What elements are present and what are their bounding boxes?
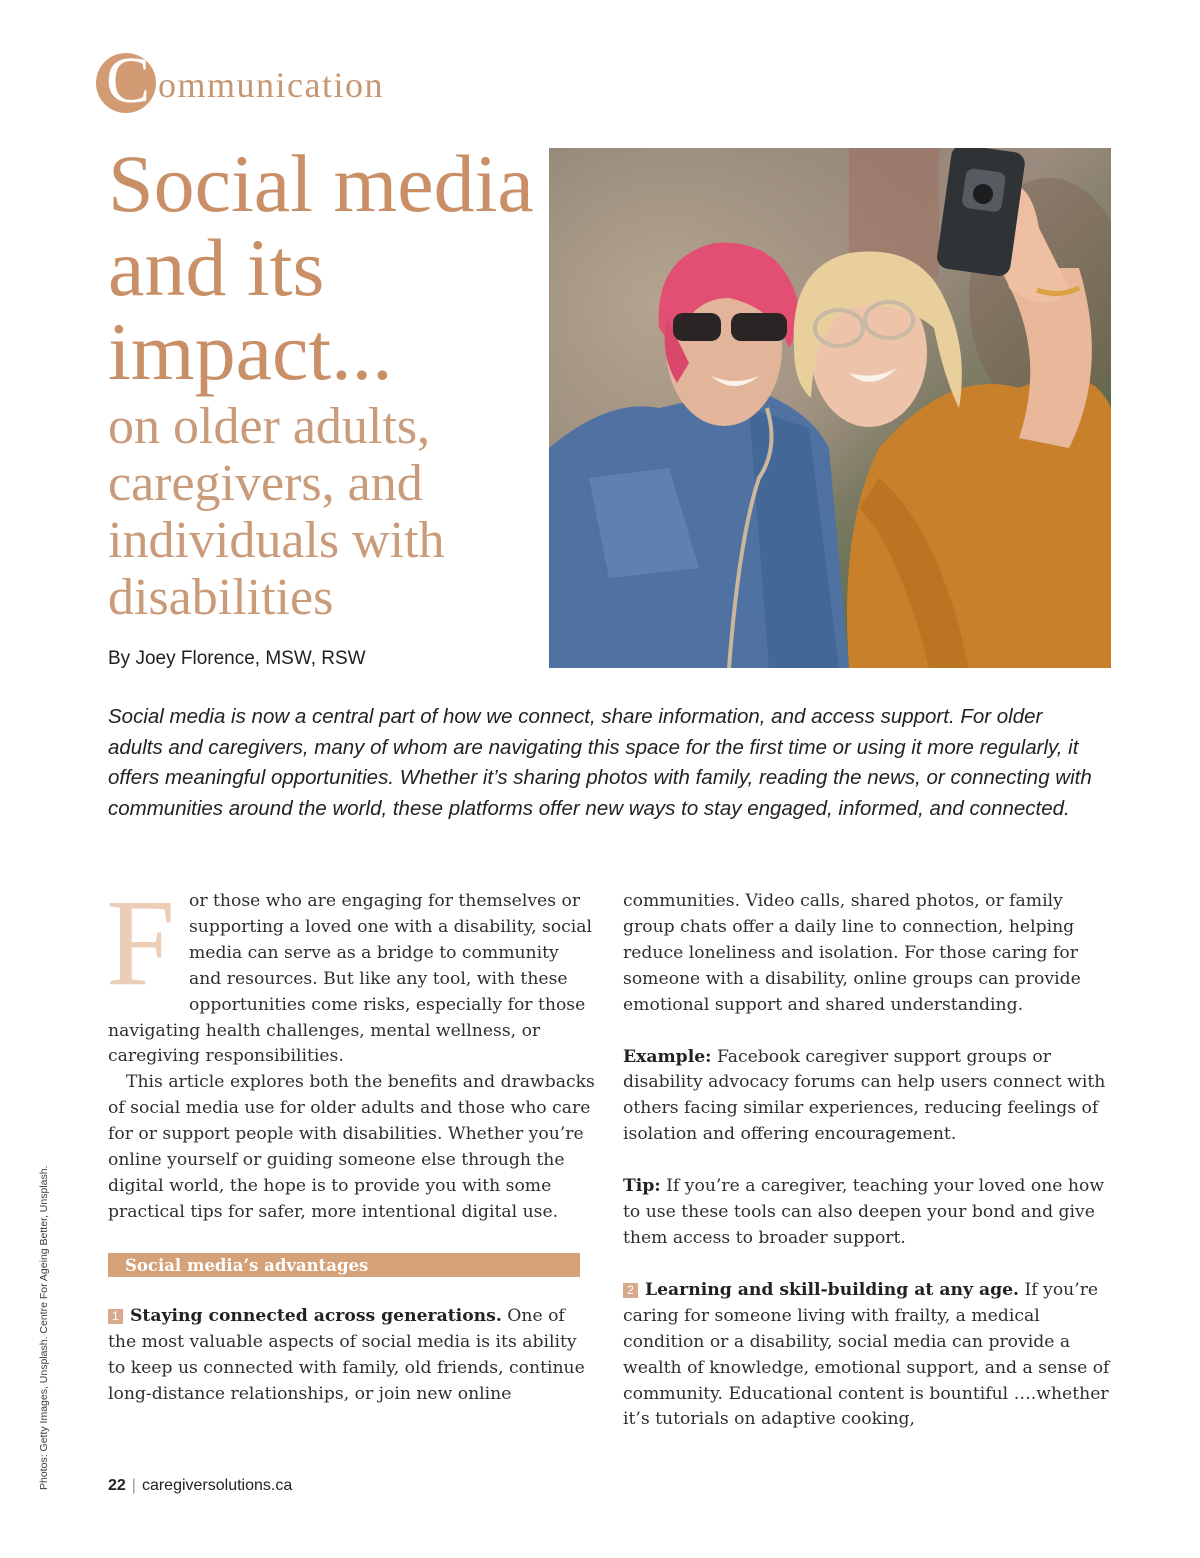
example-text: Facebook caregiver support groups or disability advocacy forums can help users connect with others facing similar experiences, reducing feelings of isolation and offering encouragement.	[623, 1046, 1106, 1145]
sunglasses	[673, 313, 721, 341]
footer-separator: |	[131, 1477, 136, 1494]
hero-photo	[549, 148, 1111, 668]
section-initial-circle	[96, 44, 156, 117]
item-2-number: 2	[623, 1283, 638, 1298]
tip-paragraph	[623, 1174, 1111, 1252]
footer-site-link[interactable]: caregiversolutions.ca	[141, 1477, 293, 1494]
second-paragraph: This article explores both the benefits and drawbacks of social media use for older adults and those who care for or support people with disabilities. Whether you’re online yourself or guiding someone else through the digital world, the hope is to provide you with some practical tips for safer, more intentional digital use.	[108, 1072, 595, 1222]
section-name: ommunication	[158, 65, 384, 105]
body-column-left	[106, 874, 596, 1407]
intro-paragraph: Social media is now a central part of how we connect, share information, and access support. For older adults and caregivers, many of whom are navigating this space for the first time or using it more regularly, it offers meaningful opportunities. Whether it’s sharing photos with family, reading the news, or connecting with communities around the world, these platforms offer new ways to stay engaged, informed, and connected.	[108, 705, 1092, 820]
photo-credit: Photos: Getty Images, Unsplash. Centre For Ageing Better, Unsplash.	[38, 1165, 50, 1490]
item-1-paragraph	[108, 1304, 596, 1408]
item-2-text: If you’re caring for someone living with frailty, a medical condition or a disability, social media can provide a wealth of knowledge, emotional support, and a sense of community. Educational content is bountiful ….whether it’s tutorials on adaptive cooking,	[623, 1279, 1110, 1430]
tip-label: Tip:	[623, 1176, 661, 1197]
right-first-paragraph: communities. Video calls, shared photos, or family group chats offer a daily line to connection, helping reduce loneliness and isolation. For those caring for someone with a disability, online groups can provide emotional support and shared understanding.	[623, 891, 1081, 1015]
byline: By Joey Florence, MSW, RSW	[108, 648, 366, 669]
article-title: Social media and its impact...	[108, 138, 534, 397]
example-label: Example:	[623, 1046, 712, 1067]
advantages-heading-bar	[108, 1253, 580, 1277]
article-subtitle: on older adults, caregivers, and individuals with disabilities	[108, 398, 445, 626]
item-2-paragraph	[623, 1278, 1111, 1433]
tip-text: If you’re a caregiver, teaching your loved one how to use these tools can also deepen your bond and give them access to broader support.	[623, 1176, 1105, 1248]
item-1-text: One of the most valuable aspects of social media is its ability to keep us connected with family, old friends, continue long-distance relationships, or join new online	[108, 1305, 585, 1404]
page-number: 22	[108, 1477, 126, 1494]
item-2-lead: Learning and skill-building at any age.	[645, 1279, 1020, 1300]
body-column-right	[623, 889, 1111, 1433]
item-1-lead: Staying connected across generations.	[130, 1305, 502, 1326]
first-paragraph	[106, 874, 596, 1070]
drop-cap: F	[106, 874, 175, 1011]
section-initial: C	[105, 44, 151, 117]
item-1-number: 1	[108, 1309, 123, 1324]
example-paragraph	[623, 1045, 1111, 1149]
section-label	[96, 44, 384, 117]
page-footer	[108, 1477, 292, 1495]
first-paragraph-text: or those who are engaging for themselves or supporting a loved one with a disability, social media can serve as a bridge to community and resources. But like any tool, with these opportunities come risks, especially for those navigating health challenges, mental wellness, or caregiving responsibilities.	[108, 891, 593, 1067]
advantages-heading: Social media’s advantages	[125, 1255, 369, 1275]
